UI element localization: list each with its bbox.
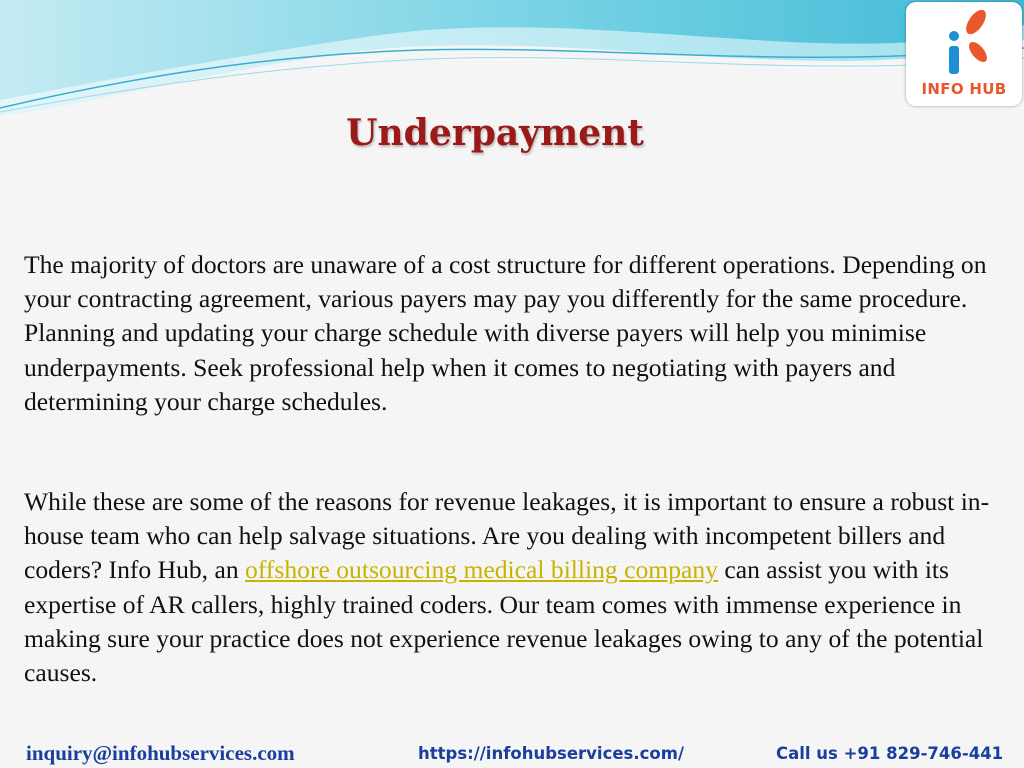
- slide-title: Underpayment: [346, 112, 644, 154]
- paragraph-text-after-link: can assist you with its expertise of AR callers, highly trained coders. Our team comes with immense experience in making sure your practice does not experience revenue leakages owing to any of the potential causes.: [24, 555, 984, 688]
- footer-website[interactable]: https://infohubservices.com/: [418, 744, 684, 763]
- info-hub-logo-icon: [938, 6, 994, 78]
- paragraph-team: [24, 485, 994, 690]
- footer-email[interactable]: inquiry@infohubservices.com: [26, 741, 295, 765]
- header-wave-decoration: [0, 0, 1024, 120]
- offshore-billing-link[interactable]: offshore outsourcing medical billing company: [245, 555, 718, 585]
- paragraph-underpayment: The majority of doctors are unaware of a cost structure for different operations. Depending on your contracting agreement, various payers may pay you differently for the same procedure. Planning and updating your charge schedule with diverse payers will help you minimise underpayments. Seek professional help when it comes to negotiating with payers and determining your charge schedules.: [24, 250, 987, 416]
- paragraph-text-before-link: While these are some of the reasons for revenue leakages, it is important to ensure a robust in-house team who can help salvage situations. Are you dealing with incompetent billers and coders? Info Hub, an: [24, 487, 990, 585]
- info-hub-logo: [906, 2, 1022, 106]
- logo-text: INFO HUB: [921, 80, 1007, 98]
- footer-phone: Call us +91 829-746-441: [776, 744, 1004, 763]
